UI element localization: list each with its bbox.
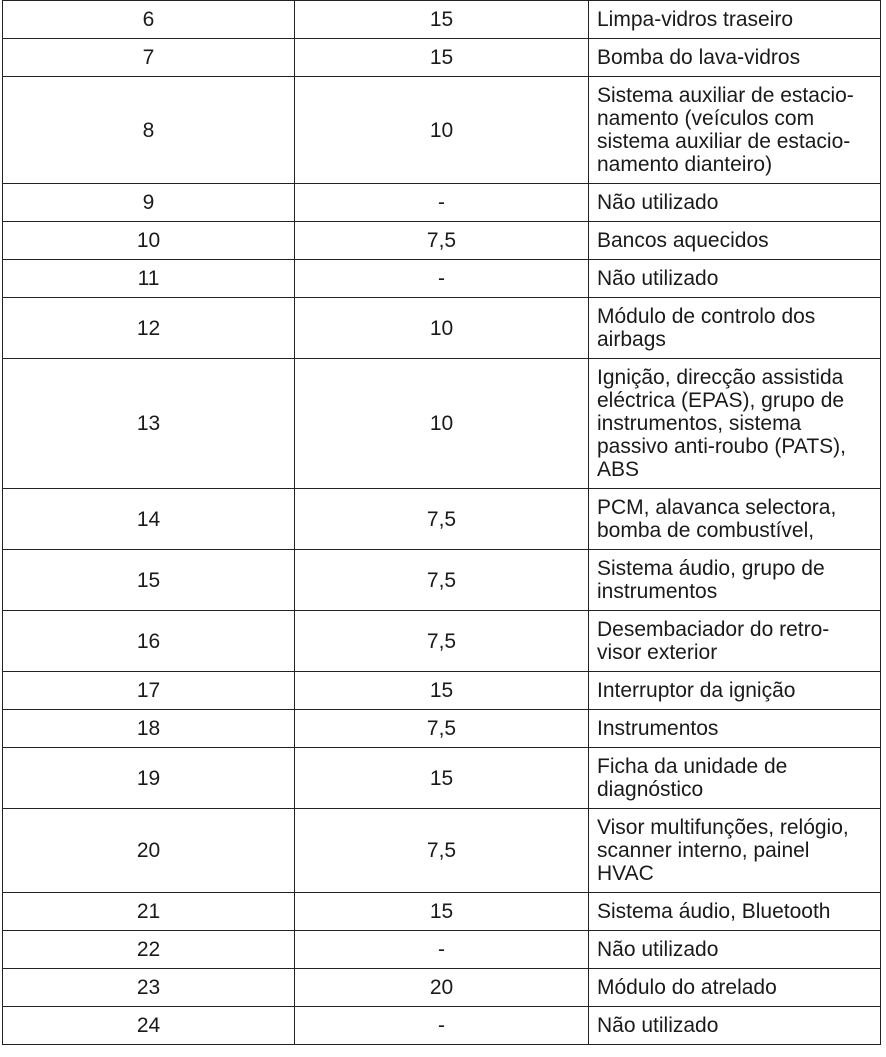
table-row [3,710,881,748]
table-row [3,1,881,39]
description-line: PCM, alavanca selectora, [597,496,837,519]
fuse-amperage-cell: - [295,184,589,222]
fuse-number-cell: 19 [3,748,295,809]
fuse-number-cell: 16 [3,611,295,672]
fuse-table [2,0,881,1045]
fuse-number-cell: 21 [3,893,295,931]
fuse-amperage-cell: 7,5 [295,222,589,260]
description-line: scanner interno, painel [597,839,810,862]
fuse-amperage-cell: 7,5 [295,809,589,893]
fuse-number-cell: 23 [3,969,295,1007]
description-line: Módulo do atrelado [597,976,777,999]
circuit-description-cell [589,893,881,931]
description-line: Não utilizado [597,1014,719,1037]
description-line: Visor multifunções, relógio, [597,816,849,839]
table-row [3,184,881,222]
fuse-amperage-cell: - [295,931,589,969]
fuse-number-cell: 17 [3,672,295,710]
circuit-description-cell [589,359,881,489]
description-line: bomba de combustível, [597,519,815,542]
fuse-amperage-cell: 7,5 [295,710,589,748]
table-row [3,969,881,1007]
description-line: HVAC [597,862,654,885]
description-line: Não utilizado [597,938,719,961]
description-line: Interruptor da ignição [597,679,796,702]
fuse-amperage-cell: 10 [295,298,589,359]
circuit-description-cell [589,184,881,222]
fuse-amperage-cell: 15 [295,1,589,39]
description-line: Ficha da unidade de [597,755,788,778]
fuse-number-cell: 14 [3,489,295,550]
table-row [3,748,881,809]
fuse-number-cell: 8 [3,77,295,184]
circuit-description-cell [589,672,881,710]
fuse-amperage-cell: 15 [295,893,589,931]
fuse-number-cell: 7 [3,39,295,77]
fuse-number-cell: 15 [3,550,295,611]
description-line: Sistema áudio, Bluetooth [597,900,831,923]
table-row [3,489,881,550]
circuit-description-cell [589,969,881,1007]
description-line: Limpa-vidros traseiro [597,8,794,31]
circuit-description-cell [589,222,881,260]
fuse-amperage-cell: 10 [295,359,589,489]
description-line: Bancos aquecidos [597,229,769,252]
fuse-number-cell: 18 [3,710,295,748]
circuit-description-cell [589,931,881,969]
fuse-amperage-cell: 15 [295,748,589,809]
fuse-number-cell: 6 [3,1,295,39]
table-row [3,222,881,260]
circuit-description-cell [589,489,881,550]
description-line: Módulo de controlo dos [597,305,816,328]
fuse-amperage-cell: 20 [295,969,589,1007]
description-line: Desembaciador do retro- [597,618,830,641]
fuse-number-cell: 11 [3,260,295,298]
description-line: Instrumentos [597,717,719,740]
table-row [3,260,881,298]
description-line: Sistema áudio, grupo de [597,557,825,580]
circuit-description-cell [589,550,881,611]
fuse-amperage-cell: - [295,1007,589,1045]
description-line: ABS [597,458,640,481]
fuse-amperage-cell: 10 [295,77,589,184]
fuse-number-cell: 22 [3,931,295,969]
description-line: airbags [597,328,666,351]
fuse-number-cell: 20 [3,809,295,893]
circuit-description-cell [589,710,881,748]
fuse-number-cell: 9 [3,184,295,222]
fuse-number-cell: 24 [3,1007,295,1045]
description-line: namento dianteiro) [597,153,773,176]
table-row [3,298,881,359]
circuit-description-cell [589,1007,881,1045]
table-row [3,611,881,672]
circuit-description-cell [589,748,881,809]
description-line: Não utilizado [597,267,719,290]
fuse-table-body [3,1,881,1045]
description-line: Não utilizado [597,191,719,214]
circuit-description-cell [589,611,881,672]
description-line: visor exterior [597,641,718,664]
fuse-amperage-cell: 7,5 [295,550,589,611]
circuit-description-cell [589,77,881,184]
circuit-description-cell [589,39,881,77]
description-line: eléctrica (EPAS), grupo de [597,389,845,412]
circuit-description-cell [589,1,881,39]
description-line: passivo anti-roubo (PATS), [597,435,846,458]
fuse-amperage-cell: 7,5 [295,611,589,672]
description-line: Sistema auxiliar de estacio- [597,84,854,107]
description-line: instrumentos [597,580,718,603]
fuse-amperage-cell: 15 [295,39,589,77]
fuse-number-cell: 12 [3,298,295,359]
circuit-description-cell [589,260,881,298]
description-line: diagnóstico [597,778,704,801]
table-row [3,809,881,893]
fuse-amperage-cell: 7,5 [295,489,589,550]
fuse-amperage-cell: - [295,260,589,298]
table-row [3,77,881,184]
circuit-description-cell [589,809,881,893]
table-row [3,1007,881,1045]
description-line: sistema auxiliar de estacio- [597,130,851,153]
table-row [3,550,881,611]
table-row [3,359,881,489]
circuit-description-cell [589,298,881,359]
table-row [3,893,881,931]
fuse-amperage-cell: 15 [295,672,589,710]
table-row [3,39,881,77]
description-line: instrumentos, sistema [597,412,802,435]
fuse-number-cell: 10 [3,222,295,260]
table-row [3,672,881,710]
table-row [3,931,881,969]
description-line: Bomba do lava-vidros [597,46,801,69]
fuse-number-cell: 13 [3,359,295,489]
description-line: Ignição, direcção assistida [597,366,844,389]
description-line: namento (veículos com [597,107,815,130]
